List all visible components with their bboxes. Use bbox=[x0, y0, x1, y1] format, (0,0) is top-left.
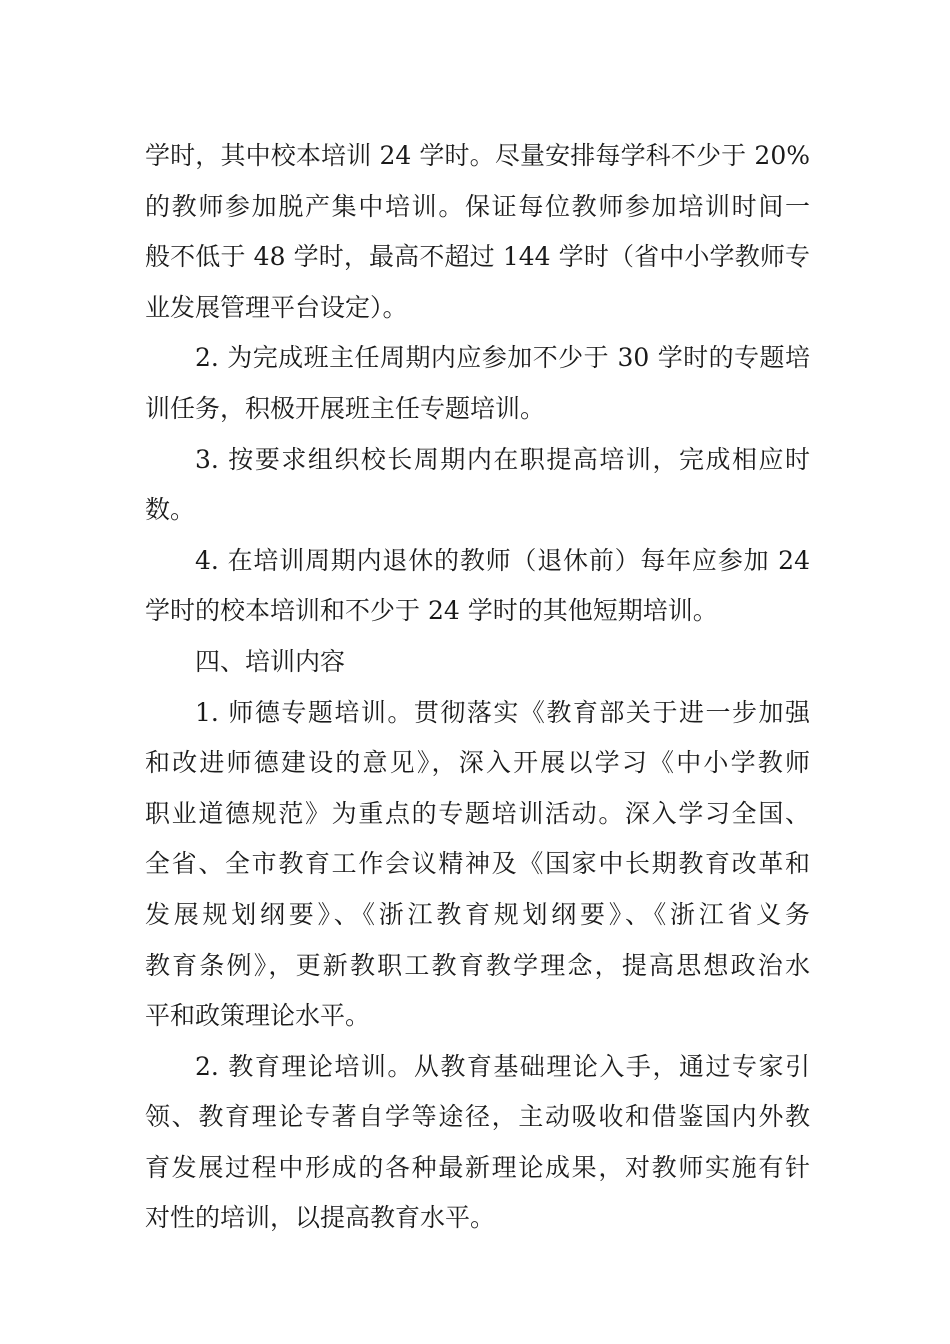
text-line: 的教师参加脱产集中培训。保证每位教师参加培训时间一 bbox=[145, 191, 810, 221]
text-line: 全省、全市教育工作会议精神及《国家中长期教育改革和 bbox=[145, 849, 810, 879]
text-line: 4. 在培训周期内退休的教师（退休前）每年应参加 24 bbox=[195, 545, 810, 575]
text-line: 学时，其中校本培训 24 学时。尽量安排每学科不少于 20% bbox=[145, 141, 810, 170]
text-line: 3. 按要求组织校长周期内在职提高培训，完成相应时 bbox=[195, 444, 810, 474]
text-line: 和改进师德建设的意见》，深入开展以学习《中小学教师 bbox=[145, 748, 810, 778]
text-line: 学时的校本培训和不少于 24 学时的其他短期培训。 bbox=[145, 596, 718, 626]
text-line: 数。 bbox=[145, 495, 196, 525]
document-body bbox=[145, 131, 810, 1244]
text-line: 般不低于 48 学时，最高不超过 144 学时（省中小学教师专 bbox=[145, 242, 810, 272]
text-line: 业发展管理平台设定）。 bbox=[145, 292, 408, 322]
text-line: 2. 为完成班主任周期内应参加不少于 30 学时的专题培 bbox=[195, 343, 810, 373]
text-line: 教育条例》，更新教职工教育教学理念，提高思想政治水 bbox=[145, 950, 810, 980]
text-line: 领、教育理论专著自学等途径，主动吸收和借鉴国内外教 bbox=[145, 1102, 810, 1132]
text-line: 1. 师德专题培训。贯彻落实《教育部关于进一步加强 bbox=[195, 697, 810, 727]
text-line: 2. 教育理论培训。从教育基础理论入手，通过专家引 bbox=[195, 1051, 810, 1081]
text-line: 四、培训内容 bbox=[195, 646, 346, 676]
text-line: 职业道德规范》为重点的专题培训活动。深入学习全国、 bbox=[145, 798, 810, 828]
text-line: 训任务，积极开展班主任专题培训。 bbox=[145, 393, 546, 423]
text-line: 育发展过程中形成的各种最新理论成果，对教师实施有针 bbox=[145, 1152, 810, 1182]
text-line: 对性的培训，以提高教育水平。 bbox=[145, 1203, 496, 1233]
text-line: 发展规划纲要》、《浙江教育规划纲要》、《浙江省义务 bbox=[145, 899, 810, 929]
text-line: 平和政策理论水平。 bbox=[145, 1001, 371, 1031]
